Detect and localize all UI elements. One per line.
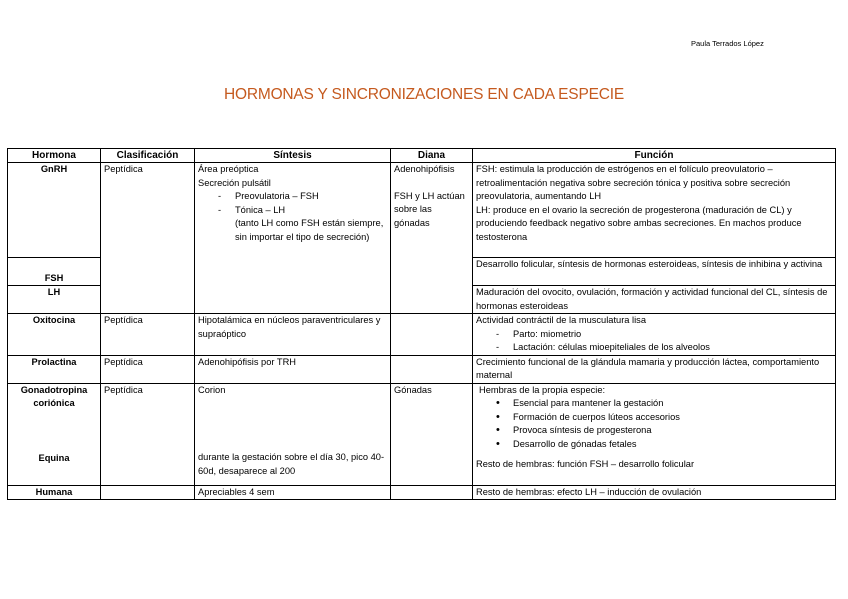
hormone-name (8, 383, 101, 485)
column-header: Hormona (8, 149, 101, 163)
list-item: • Desarrollo de gónadas fetales (476, 438, 832, 452)
synthesis-line: Secreción pulsátil (198, 177, 271, 188)
function-list (476, 397, 832, 451)
classification-cell: Peptídica (101, 314, 195, 356)
list-item: - Preovulatoria – FSH (198, 190, 387, 204)
list-item: - Lactación: células mioepiteliales de los alveolos (476, 341, 832, 355)
table-row-gnrh (8, 163, 836, 258)
table-header-row (8, 149, 836, 163)
table-row-gonadotropina (8, 383, 836, 485)
column-header: Diana (391, 149, 473, 163)
function-text: Actividad contráctil de la musculatura lisa (476, 315, 647, 325)
list-item: - Tónica – LH (198, 204, 387, 218)
hormone-subname: Equina (38, 452, 70, 463)
list-item: - Parto: miometrio (476, 328, 832, 342)
column-header: Clasificación (101, 149, 195, 163)
synthesis-list (198, 190, 387, 217)
target-line: Adenohipófisis (394, 164, 455, 174)
synthesis-cell: Apreciables 4 sem (195, 485, 391, 500)
column-header: Síntesis (195, 149, 391, 163)
function-cell (473, 314, 836, 356)
page-title: HORMONAS Y SINCRONIZACIONES EN CADA ESPECIE (224, 86, 624, 103)
function-list (476, 328, 832, 355)
hormone-name: FSH (8, 258, 101, 286)
classification-cell: Peptídica (101, 383, 195, 485)
target-cell (391, 314, 473, 356)
synthesis-line: durante la gestación sobre el día 30, pico 40-60d, desaparece al 200 (198, 452, 385, 476)
hormone-name: Prolactina (8, 355, 101, 383)
function-text: Hembras de la propia especie: (479, 384, 606, 395)
table-row-prolactina (8, 355, 836, 383)
target-cell (391, 163, 473, 314)
synthesis-note: (tanto LH como FSH están siempre, sin importar el tipo de secreción) (235, 218, 384, 242)
synthesis-line: Corion (198, 384, 226, 395)
function-cell: Resto de hembras: efecto LH – inducción de ovulación (473, 485, 836, 500)
synthesis-cell: Hipotalámica en núcleos paraventriculares y supraóptico (195, 314, 391, 356)
hormone-table (7, 148, 836, 500)
table-row-humana (8, 485, 836, 500)
hormone-name: Oxitocina (8, 314, 101, 356)
function-cell (473, 383, 836, 485)
classification-cell (101, 485, 195, 500)
classification-cell: Peptídica (101, 163, 195, 314)
function-text: FSH: estimula la producción de estrógenos en el folículo preovulatorio – retroalimentación negativa sobre secreción tónica y positiva sobre secreción preovulatoria, aumentando LH (476, 164, 791, 201)
function-cell: Maduración del ovocito, ovulación, formación y actividad funcional del CL, síntesis de hormonas esteroideas (473, 286, 836, 314)
target-cell (391, 485, 473, 500)
author-name: Paula Terrados López (691, 39, 764, 48)
hormone-name: Humana (8, 485, 101, 500)
list-item: • Esencial para mantener la gestación (476, 397, 832, 411)
target-line: FSH y LH actúan sobre las gónadas (394, 190, 465, 228)
target-cell: Gónadas (391, 383, 473, 485)
column-header: Función (473, 149, 836, 163)
function-text: LH: produce en el ovario la secreción de progesterona (maduración de CL) y produciendo feedback negativo sobre ambas secreciones. En machos produce testosterona (476, 204, 802, 242)
synthesis-cell (195, 163, 391, 314)
function-cell: Desarrollo folicular, síntesis de hormonas esteroideas, síntesis de inhibina y activina (473, 258, 836, 286)
table-row-oxitocina (8, 314, 836, 356)
function-cell (473, 163, 836, 258)
hormone-name-text: Gonadotropina coriónica (20, 384, 88, 408)
list-item: • Formación de cuerpos lúteos accesorios (476, 411, 832, 425)
hormone-name: LH (8, 286, 101, 314)
synthesis-line: Área preóptica (198, 164, 259, 174)
hormone-name: GnRH (8, 163, 101, 258)
synthesis-cell: Adenohipófisis por TRH (195, 355, 391, 383)
target-cell (391, 355, 473, 383)
classification-cell: Peptídica (101, 355, 195, 383)
list-item: • Provoca síntesis de progesterona (476, 424, 832, 438)
synthesis-cell (195, 383, 391, 485)
function-cell: Crecimiento funcional de la glándula mamaria y producción láctea, comportamiento maternal (473, 355, 836, 383)
function-text: Resto de hembras: función FSH – desarrollo folicular (476, 459, 695, 469)
